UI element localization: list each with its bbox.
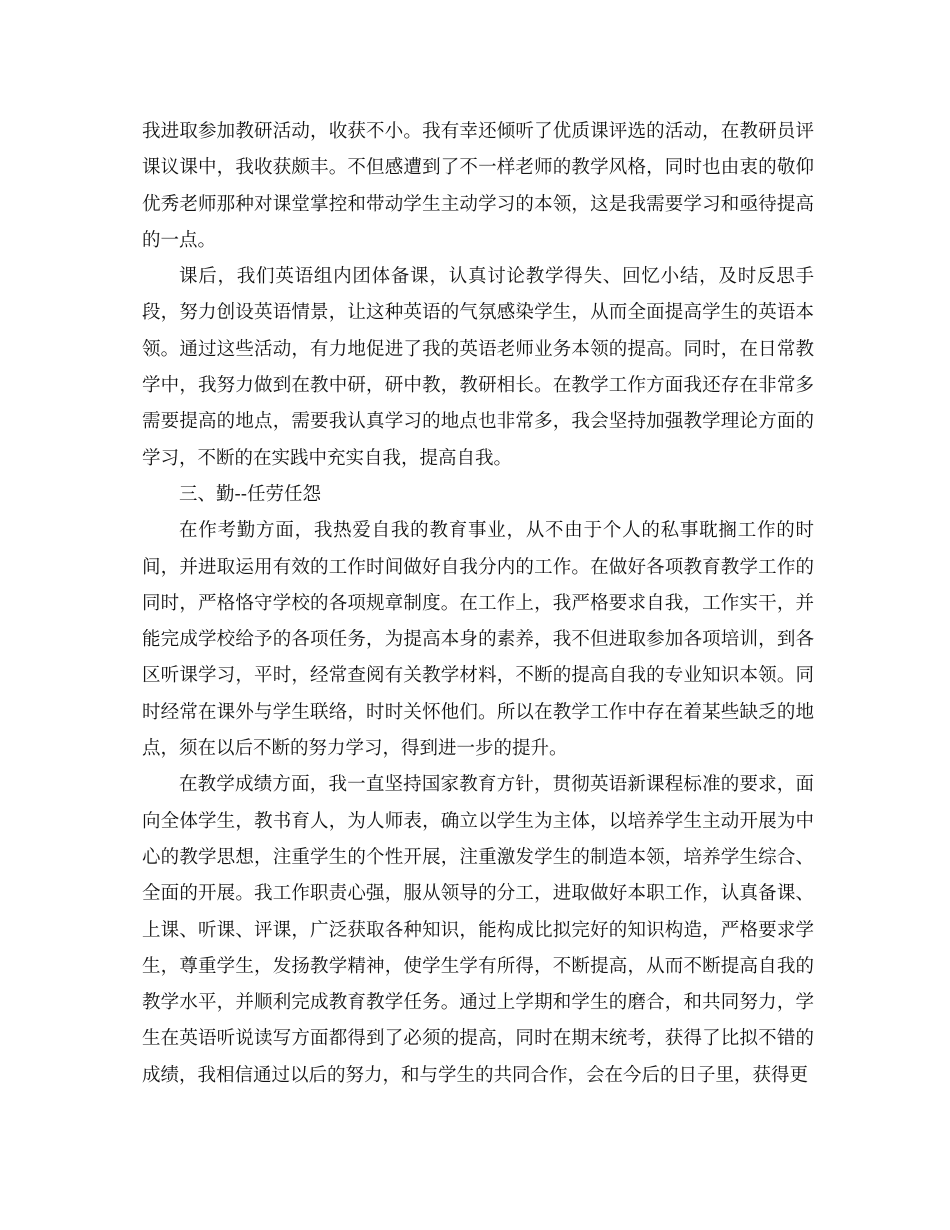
paragraph-attendance: 在作考勤方面，我热爱自我的教育事业，从不由于个人的私事耽搁工作的时间，并进取运用有效的工作时间做好自我分内的工作。在做好各项教育教学工作的同时，严格恪守学校的各项规章制度。在工作上，我严格要求自我，工作实干，并能完成学校给予的各项任务，为提高本身的素养，我不但进取参加各项培训，到各区听课学习，平时，经常查阅有关教学材料，不断的提高自我的专业知识本领。同时经常在课外与学生联络，时时关怀他们。所以在教学工作中存在着某些缺乏的地点，须在以后不断的努力学习，得到进一步的提升。 bbox=[142, 520, 814, 760]
body-text bbox=[142, 114, 814, 1094]
section-heading: 三、勤--任劳任怨 bbox=[179, 483, 322, 505]
paragraph-teaching-results: 在教学成绩方面，我一直坚持国家教育方针，贯彻英语新课程标准的要求，面向全体学生，教书育人，为人师表，确立以学生为主体，以培养学生主动开展为中心的教学思想，注重学生的个性开展，注重激发学生的制造本领，培养学生综合、全面的开展。我工作职责心强，服从领导的分工，进取做好本职工作，认真备课、上课、听课、评课，广泛获取各种知识，能构成比拟完好的知识构造，严格要求学生，尊重学生，发扬教学精神，使学生学有所得，不断提高，从而不断提高自我的教学水平，并顺利完成教育教学任务。通过上学期和学生的磨合，和共同努力，学生在英语听说读写方面都得到了必须的提高，同时在期末统考，获得了比拟不错的成绩，我相信通过以后的努力，和与学生的共同合作，会在今后的日子里，获得更 bbox=[142, 774, 814, 1086]
paragraph-after-class: 课后，我们英语组内团体备课，认真讨论教学得失、回忆小结，及时反思手段，努力创设英语情景，让这种英语的气氛感染学生，从而全面提高学生的英语本领。通过这些活动，有力地促进了我的英语老师业务本领的提高。同时，在日常教学中，我努力做到在教中研，研中教，教研相长。在教学工作方面我还存在非常多需要提高的地点，需要我认真学习的地点也非常多，我会坚持加强教学理论方面的学习，不断的在实践中充实自我，提高自我。 bbox=[142, 266, 814, 469]
paragraph-continuation: 我进取参加教研活动，收获不小。我有幸还倾听了优质课评选的活动，在教研员评课议课中，我收获颇丰。不但感遭到了不一样老师的教学风格，同时也由衷的敬仰优秀老师那种对课堂掌控和带动学生主动学习的本领，这是我需要学习和亟待提高的一点。 bbox=[142, 121, 814, 251]
